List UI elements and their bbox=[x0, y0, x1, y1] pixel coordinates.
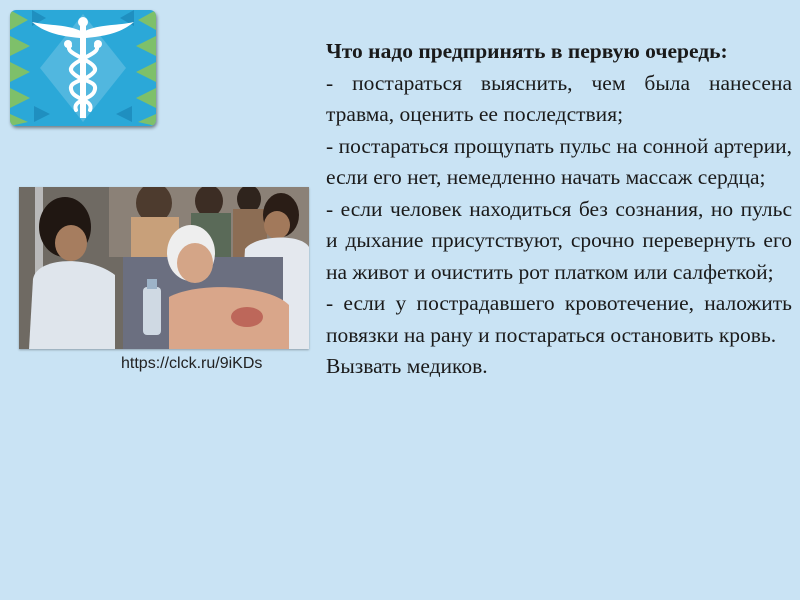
first-aid-item: - если человек находиться без сознания, но пульс и дыхание присутствуют, срочно перевернуть его на живот и очистить рот платком или салфеткой; bbox=[326, 196, 792, 284]
first-aid-heading: Что надо предпринять в первую очередь: bbox=[326, 39, 728, 63]
caduceus-icon bbox=[10, 10, 156, 126]
first-aid-item: - постараться прощупать пульс на сонной артерии, если его нет, немедленно начать массаж сердца; bbox=[326, 133, 792, 189]
first-aid-item: - если у пострадавшего кровотечение, наложить повязки на рану и постараться остановить кровь. bbox=[326, 291, 792, 347]
photo-source-link[interactable]: https://clck.ru/9iKDs bbox=[121, 355, 263, 372]
injured-person-photo bbox=[19, 187, 309, 349]
first-aid-item: - постараться выяснить, чем была нанесена травма, оценить ее последствия; bbox=[326, 70, 792, 126]
first-aid-text bbox=[326, 36, 792, 383]
medical-logo bbox=[10, 10, 156, 126]
first-aid-closing: Вызвать медиков. bbox=[326, 354, 488, 378]
